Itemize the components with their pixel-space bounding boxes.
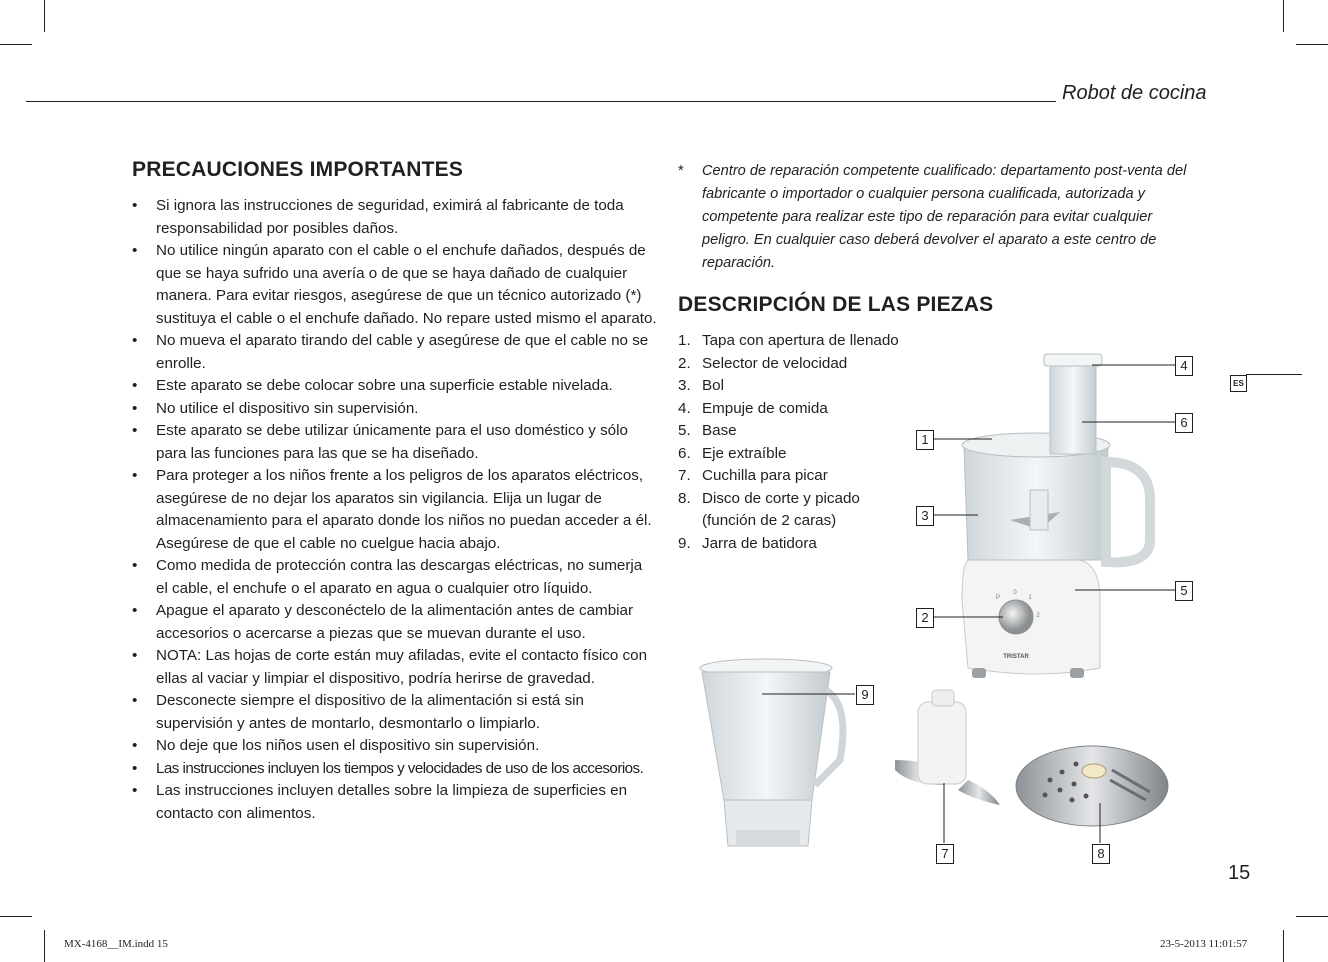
item-number: 2. <box>678 354 691 372</box>
footer-timestamp: 23-5-2013 11:01:57 <box>1160 938 1248 950</box>
item-number: 4. <box>678 399 691 417</box>
item-number: 7. <box>678 467 691 484</box>
item-label: Cuchilla para picar <box>702 467 828 484</box>
item-number: 5. <box>678 422 691 439</box>
list-item: • NOTA: Las hojas de corte están muy afiladas, evite el contacto físico con ellas al vaciar y limpiar el dispositivo, podría herirse de gravedad. <box>132 645 658 690</box>
item-label: Jarra de batidora <box>702 534 817 552</box>
footnote-text: Centro de reparación competente cualificado: departamento post-venta del fabricante o importador o cualquier persona cualificada, autorizada y competente para realizar este tipo de reparación para evitar cualquier peligro. En cualquier caso deberá devolver el aparato a este centro de reparación. <box>702 163 1187 271</box>
list-item: • No mueva el aparato tirando del cable y asegúrese de que el cable no se enrolle. <box>132 330 658 375</box>
item-label: Base <box>702 422 737 439</box>
callout-6: 6 <box>1175 413 1193 433</box>
item-number: 8. <box>678 489 691 507</box>
callout-3: 3 <box>916 506 934 526</box>
precautions-heading: PRECAUCIONES IMPORTANTES <box>132 158 464 181</box>
list-item: • Este aparato se debe colocar sobre una superficie estable nivelada. <box>132 375 658 398</box>
item-label: Eje extraíble <box>702 444 787 462</box>
item-number: 1. <box>678 332 691 349</box>
callout-1: 1 <box>916 430 934 450</box>
item-label: Selector de velocidad <box>702 354 848 372</box>
list-item: • No utilice el dispositivo sin supervisión. <box>132 398 658 421</box>
item-label: Tapa con apertura de llenado <box>702 332 899 349</box>
list-item: • Apague el aparato y desconéctelo de la alimentación antes de cambiar accesorios o acercarse a piezas que se muevan durante el uso. <box>132 600 658 645</box>
list-item: • No deje que los niños usen el dispositivo sin supervisión. <box>132 735 658 758</box>
chopping-blade-image <box>895 690 1000 805</box>
slicing-disc-image <box>1016 746 1168 826</box>
list-item: • Este aparato se debe utilizar únicamente para el uso doméstico y sólo para las funciones para las que se ha diseñado. <box>132 420 658 465</box>
parts-heading: DESCRIPCIÓN DE LAS PIEZAS <box>678 293 994 316</box>
footnote-marker: * <box>678 163 684 179</box>
callout-4: 4 <box>1175 356 1193 376</box>
list-item: • Las instrucciones incluyen detalles sobre la limpieza de superficies en contacto con alimentos. <box>132 780 658 825</box>
list-item: • Desconecte siempre el dispositivo de la alimentación si está sin supervisión y antes de montarlo, desmontarlo o limpiarlo. <box>132 690 658 735</box>
callout-7: 7 <box>936 844 954 864</box>
item-label: Disco de corte y picado (función de 2 caras) <box>702 489 860 529</box>
dial-mark: P <box>995 595 1001 601</box>
blender-jug-image <box>700 659 843 846</box>
dial-mark: 2 <box>1036 613 1040 619</box>
speed-selector-dial <box>999 600 1033 634</box>
callout-8: 8 <box>1092 844 1110 864</box>
running-header-title: Robot de cocina <box>1062 82 1207 104</box>
list-item: • Las instrucciones incluyen los tiempos y velocidades de uso de los accesorios. <box>132 758 658 781</box>
footer-file-name: MX-4168__IM.indd 15 <box>64 938 168 950</box>
dial-mark: 1 <box>1028 595 1032 601</box>
list-item: • Para proteger a los niños frente a los peligros de los aparatos eléctricos, asegúrese de no dejar los aparatos sin vigilancia. Elija un lugar de almacenamiento para el aparato donde los niños no puedan acceder a él. Asegúrese de que el cable no cuelgue hacia abajo. <box>132 465 658 555</box>
brand-logo: TRISTAR <box>1003 654 1029 660</box>
item-label: Bol <box>702 377 724 394</box>
item-number: 9. <box>678 534 691 552</box>
item-label: Empuje de comida <box>702 399 828 417</box>
item-number: 3. <box>678 377 691 394</box>
list-item: • No utilice ningún aparato con el cable o el enchufe dañados, después de que se haya sufrido una avería o de que se haya dañado de cualquier manera. Para evitar riesgos, asegúrese de que un técnico autorizado (*) sustituya el cable o el enchufe dañado. No repare usted mismo el aparato. <box>132 240 658 330</box>
processor-bowl-image <box>964 448 1150 562</box>
item-number: 6. <box>678 444 691 462</box>
list-item: • Si ignora las instrucciones de seguridad, eximirá al fabricante de toda responsabilidad por posibles daños. <box>132 195 658 240</box>
callout-9: 9 <box>856 685 874 705</box>
language-tab: ES <box>1230 375 1247 392</box>
callout-2: 2 <box>916 608 934 628</box>
callout-5: 5 <box>1175 581 1193 601</box>
list-item: • Como medida de protección contra las descargas eléctricas, no sumerja el cable, el enchufe o el aparato en agua o cualquier otro líquido. <box>132 555 658 600</box>
food-pusher-image <box>1044 354 1102 454</box>
dial-mark: 0 <box>1013 590 1017 596</box>
language-tab-rule <box>1246 374 1302 375</box>
page-number: 15 <box>1228 862 1251 884</box>
